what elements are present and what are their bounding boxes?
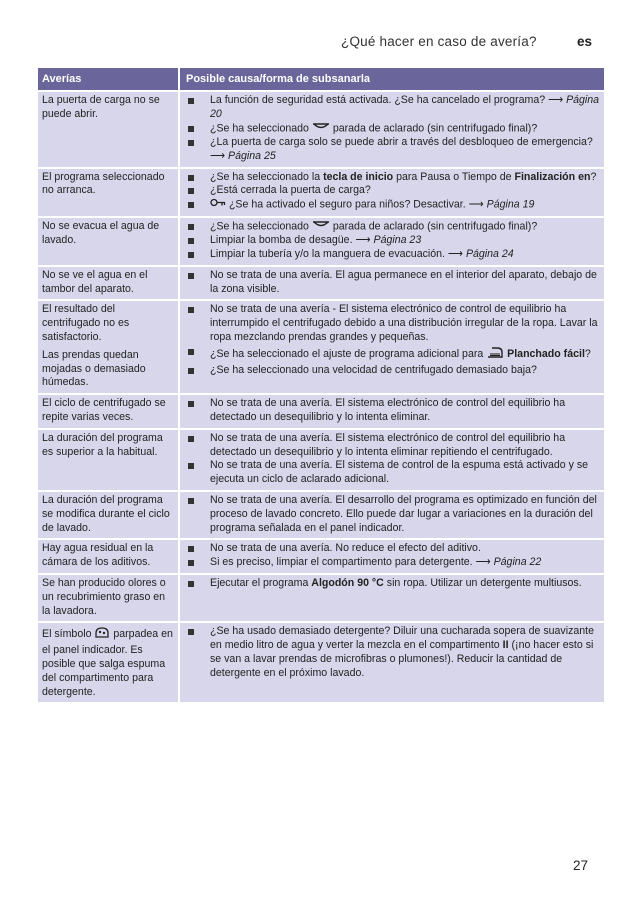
cause-list [186,94,600,164]
cause-cell [179,168,604,217]
fault-text: Se han producido olores o un recubrimiento graso en la lavadora. [42,577,166,617]
cause-cell [179,429,604,491]
bullet-square-icon [188,546,194,552]
cause-text: ¿Se ha seleccionado una velocidad de centrifugado demasiado baja? [210,363,537,376]
cause-cell [179,266,604,301]
table-row [38,91,604,168]
fault-text: Las prendas quedan mojadas o demasiado húmedas. [42,348,146,389]
cause-list [186,542,600,570]
troubleshooting-table [38,68,604,704]
fault-text-part: parpadea en el panel indicador. Es posible que salga espuma del compartimento para detergente. [42,628,173,698]
bullet-square-icon [188,273,194,279]
rinse-hold-icon [312,220,330,234]
cause-text: para Pausa o Tiempo de [396,170,512,183]
fault-text: El resultado del centrifugado no es satisfactorio. [42,303,130,344]
fault-cell [38,91,179,168]
page-number: 27 [573,858,589,873]
cause-item [186,234,600,248]
cause-cell [179,300,604,394]
fault-text: La puerta de carga no se puede abrir. [42,94,160,120]
language-code: es [577,34,593,49]
cause-item [186,248,600,262]
cause-list [186,397,600,425]
cause-item [186,198,600,213]
bullet-square-icon [188,307,194,313]
cause-list [186,494,600,535]
cause-list [186,269,600,297]
page-reference-link[interactable]: Página 25 [228,149,276,162]
bullet-square-icon [188,126,194,132]
cause-text: No se trata de una avería - El sistema electrónico de control de equilibrio ha interrumpido el centrifugado debido a una distribución irregular de la ropa. Lavar la ropa mezclando prendas grandes y pequeñas. [210,303,598,344]
cause-item [186,459,600,487]
cause-item [186,577,600,591]
bullet-square-icon [188,252,194,258]
header-causes: Posible causa/forma de subsanarla [179,68,604,91]
cause-text: No se trata de una avería. El agua permanece en el interior del aparato, debajo de la zona visible. [210,268,597,295]
header-faults: Averías [38,68,179,91]
cause-list [186,303,600,377]
cause-bold: tecla de inicio [323,170,394,183]
key-icon [210,198,226,212]
bullet-square-icon [188,463,194,469]
cause-text: parada de aclarado (sin centrifugado final)? [332,122,538,135]
page-reference-link[interactable]: Página 22 [493,556,542,569]
page-reference-link[interactable]: Página 23 [373,234,422,247]
cause-cell [179,539,604,574]
bullet-square-icon [188,224,194,230]
cause-bold: Algodón 90 °C [311,577,384,590]
bullet-square-icon [188,238,194,244]
table-header-row [38,68,604,91]
table-row [38,168,604,217]
table-row [38,491,604,539]
cause-bold: Finalización en [514,170,591,183]
cause-text: ¿Se ha activado el seguro para niños? Desactivar. [228,198,466,211]
cause-text: No se trata de una avería. El sistema de control de la espuma está activado y se ejecuta un ciclo de aclarado adicional. [210,459,589,486]
bullet-square-icon [188,581,194,587]
cause-text: Si es preciso, limpiar el compartimento para detergente. [210,556,473,569]
fault-cell [38,300,179,394]
cause-text: No se trata de una avería. No reduce el efecto del aditivo. [210,542,481,555]
rinse-hold-icon [312,122,330,136]
cause-text: ¿Se ha seleccionado [210,220,309,233]
cause-item [186,494,600,535]
cause-text: La función de seguridad está activada. ¿Se ha cancelado el programa? [210,94,546,106]
fault-cell [38,574,179,622]
arrow-right-icon: ⟶ [447,248,463,261]
fault-cell [38,429,179,491]
table-row [38,622,604,703]
arrow-right-icon: ⟶ [475,556,491,569]
table-row [38,539,604,574]
cause-list [186,577,600,591]
cause-item [186,269,600,297]
fault-cell [38,266,179,301]
cause-item [186,303,600,344]
page-reference-link[interactable]: Página 19 [486,198,535,211]
bullet-square-icon [188,175,194,181]
fault-text: No se ve el agua en el tambor del aparato. [42,268,148,295]
cause-text: ? [584,348,591,361]
bullet-square-icon [188,98,194,104]
fault-cell [38,168,179,217]
arrow-right-icon: ⟶ [548,94,564,106]
bullet-square-icon [188,202,194,208]
arrow-right-icon: ⟶ [468,198,484,211]
cause-list [186,625,600,680]
fault-text [42,625,174,699]
cause-cell [179,622,604,703]
cause-text: No se trata de una avería. El sistema electrónico de control del equilibrio ha detectado un desequilibrio y lo intenta eliminar repitiendo el centrifugado. [210,431,566,458]
bullet-square-icon [188,401,194,407]
arrow-right-icon: ⟶ [210,149,226,162]
cause-cell [179,491,604,539]
table-row [38,574,604,622]
fault-text: La duración del programa es superior a la habitual. [42,431,163,458]
cause-item [186,184,600,198]
cause-list [186,171,600,213]
fault-text: Hay agua residual en la cámara de los aditivos. [42,542,154,569]
cause-item [186,171,600,185]
fault-cell [38,539,179,574]
bullet-square-icon [188,560,194,566]
cause-cell [179,394,604,429]
fault-text: El ciclo de centrifugado se repite varias veces. [42,397,166,424]
cause-item [186,122,600,137]
table-row [38,300,604,394]
cause-item [186,136,600,164]
cause-cell [179,91,604,168]
cause-text: ¿Se ha seleccionado la [210,170,321,183]
cause-text: Limpiar la bomba de desagüe. [210,234,353,247]
fault-cell [38,491,179,539]
cause-text: (¡no hacer esto si se van a lavar prendas de microfibras o plumones!). Reducir la cantidad de detergente en el próximo lavado. [210,639,594,679]
cause-text: ¿Se ha seleccionado [210,122,309,135]
arrow-right-icon: ⟶ [355,234,371,247]
table-row [38,217,604,266]
page-header [0,34,638,54]
cause-text: ¿Se ha usado demasiado detergente? Diluir una cucharada sopera de suavizante en medio litro de agua y verter la mezcla en el compartimento [210,625,594,652]
fault-text: No se evacua el agua de lavado. [42,219,160,246]
cause-item [186,556,600,570]
bullet-square-icon [188,436,194,442]
cause-text: ¿Se ha seleccionado el ajuste de programa adicional para [210,348,484,361]
cause-list [186,220,600,262]
cause-bold: II [502,639,509,652]
cause-text: Ejecutar el programa [210,577,309,590]
bullet-square-icon [188,188,194,194]
cause-item [186,94,600,122]
cause-text: Limpiar la tubería y/o la manguera de evacuación. [210,248,445,261]
cause-list [186,432,600,487]
bullet-square-icon [188,368,194,374]
table-row [38,429,604,491]
cause-text: ¿Está cerrada la puerta de carga? [210,184,371,197]
cause-text: ? [590,170,597,183]
cause-text: No se trata de una avería. El sistema electrónico de control del equilibrio ha detectado un desequilibrio y lo intenta eliminar. [210,397,566,424]
bullet-square-icon [188,349,194,355]
page-reference-link[interactable]: Página 24 [465,248,514,261]
cause-item [186,364,600,378]
table-row [38,394,604,429]
cause-item [186,397,600,425]
cause-cell [179,574,604,622]
bullet-square-icon [188,498,194,504]
cause-text: ¿La puerta de carga solo se puede abrir a través del desbloqueo de emergencia? [210,136,593,149]
fault-cell [38,622,179,703]
cause-item [186,345,600,364]
cause-item [186,625,600,680]
fault-text-part: El símbolo [42,628,92,641]
cause-item [186,220,600,235]
cause-cell [179,217,604,266]
page-reference-link[interactable]: Página 20 [210,94,600,120]
bullet-square-icon [188,140,194,146]
page-title: ¿Qué hacer en caso de avería? [341,34,537,49]
cause-text: No se trata de una avería. El desarrollo del programa es optimizado en función del proceso de lavado concreto. Ello puede dar lugar a variaciones en la duración del programa señalada en el panel indicador. [210,494,597,534]
iron-icon [486,345,504,364]
table-row [38,266,604,301]
fault-text: La duración del programa se modifica durante el ciclo de lavado. [42,494,170,534]
cause-bold: Planchado fácil [507,348,585,361]
cause-item [186,542,600,556]
foam-icon [94,625,110,644]
fault-text: El programa seleccionado no arranca. [42,170,165,197]
cause-text: parada de aclarado (sin centrifugado final)? [332,220,538,233]
fault-cell [38,217,179,266]
bullet-square-icon [188,629,194,635]
cause-text: sin ropa. Utilizar un detergente multiusos. [386,577,582,590]
fault-cell [38,394,179,429]
cause-item [186,432,600,460]
